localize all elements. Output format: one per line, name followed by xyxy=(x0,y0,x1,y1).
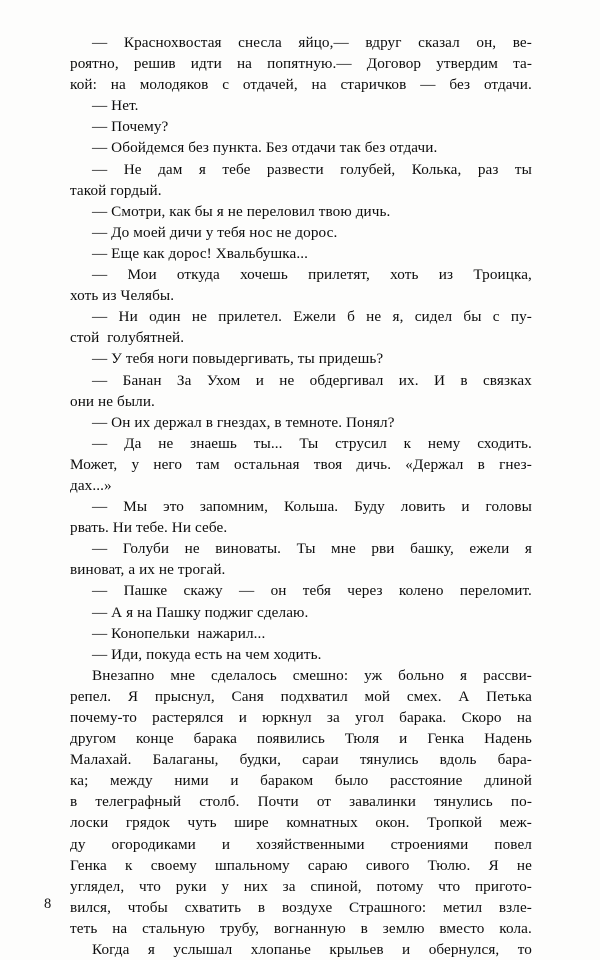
line-word: — xyxy=(92,160,108,178)
line-word: в xyxy=(360,919,368,937)
line-word: я xyxy=(524,540,532,558)
line-word: твоя xyxy=(313,455,343,473)
line-word: рассви- xyxy=(483,666,532,684)
line-word: это xyxy=(163,498,184,516)
line-word: на xyxy=(311,76,327,94)
line-word: и xyxy=(221,835,231,853)
line-word: Тюлю. xyxy=(427,856,471,874)
line-word: и xyxy=(230,772,239,790)
text-line xyxy=(70,264,532,285)
line-word: один xyxy=(149,308,181,326)
text-line xyxy=(70,791,532,812)
text-line: — Конопельки нажарил... xyxy=(92,624,266,642)
line-word: прыснул, xyxy=(154,687,215,705)
line-word: чтобы xyxy=(127,898,168,916)
line-word: Буду xyxy=(354,498,385,516)
line-word: — xyxy=(92,434,108,452)
line-word: Кольша. xyxy=(283,498,339,516)
line-word: Я xyxy=(127,687,139,705)
line-word: Тюля xyxy=(344,730,380,748)
line-word: мой xyxy=(364,687,391,705)
line-word: башку, xyxy=(410,540,454,558)
text-line xyxy=(70,370,532,391)
line-word: что xyxy=(139,877,161,895)
line-word: рви xyxy=(371,540,395,558)
text-line: дах...» xyxy=(70,476,112,494)
line-word: сделалось xyxy=(211,666,277,684)
line-word: потому xyxy=(376,877,424,895)
line-word: Троицка, xyxy=(473,266,532,284)
text-line xyxy=(70,74,532,95)
line-word: — xyxy=(92,308,108,326)
line-word: А xyxy=(458,687,470,705)
line-word: тебя xyxy=(302,582,331,600)
line-word: за xyxy=(326,709,340,726)
line-word: хоть xyxy=(390,266,419,284)
line-word: ка; xyxy=(70,772,89,790)
line-word: Внезапно xyxy=(92,666,155,684)
line-word: Пашке xyxy=(123,582,168,600)
line-word: к xyxy=(403,434,412,452)
line-word: через xyxy=(347,582,383,600)
line-word: виноваты. xyxy=(215,540,282,558)
line-word: Скоро xyxy=(461,709,502,726)
line-word: них xyxy=(243,877,268,895)
line-word: пу- xyxy=(510,308,532,326)
text-line xyxy=(70,728,532,749)
line-word: шире xyxy=(234,814,269,832)
line-word: молодяков xyxy=(139,76,209,94)
line-word: — xyxy=(92,582,108,600)
line-word: кой: xyxy=(70,76,97,94)
line-word: ты xyxy=(514,160,532,178)
text-line: — Почему? xyxy=(92,118,169,136)
line-word: вился, xyxy=(70,898,112,916)
line-word: Да xyxy=(124,434,142,452)
line-word: вдоль xyxy=(439,751,477,769)
line-word: лоски xyxy=(70,814,109,832)
line-word: «Держал xyxy=(405,455,464,473)
line-word: телеграфный xyxy=(95,793,182,811)
line-word: стальную xyxy=(142,919,205,937)
line-word: грядок xyxy=(125,814,170,832)
line-word: ежели xyxy=(469,540,510,558)
line-word: почему-то xyxy=(70,709,137,726)
line-word: комнатных xyxy=(286,814,358,832)
line-word: Надень xyxy=(484,730,532,748)
line-word: с xyxy=(222,76,230,94)
line-word: смех. xyxy=(406,687,442,705)
line-word: Мои xyxy=(127,266,157,284)
line-word: б xyxy=(347,308,355,326)
text-line: — До моей дичи у тебя нос не дорос. xyxy=(92,223,338,241)
line-word: обернулся, xyxy=(428,941,500,959)
line-word: шпальному xyxy=(214,856,290,874)
text-line: — Смотри, как бы я не переловил твою дичь. xyxy=(92,202,391,220)
line-word: Балаганы, xyxy=(152,751,219,769)
text-line xyxy=(70,707,532,728)
line-word: За xyxy=(176,371,192,389)
line-word: ними xyxy=(174,772,209,790)
line-word: утвердим xyxy=(436,55,498,73)
line-word: раз xyxy=(477,160,499,178)
line-word: решив xyxy=(133,55,176,73)
line-word: идти xyxy=(190,55,222,73)
line-word: вдруг xyxy=(365,34,402,51)
text-line: — Он их держал в гнездах, в темноте. Понял? xyxy=(92,413,395,431)
line-word: угол xyxy=(355,709,384,726)
line-word: столб. xyxy=(199,793,240,811)
line-word: барака xyxy=(193,730,237,748)
text-line: — Обойдемся без пункта. Без отдачи так без отдачи. xyxy=(92,139,438,157)
text-line xyxy=(70,749,532,770)
line-word: Тропкой xyxy=(427,814,483,832)
line-word: к xyxy=(125,856,133,874)
line-word: растерялся xyxy=(152,709,224,726)
line-word: кола. xyxy=(499,919,532,937)
line-word: Генка xyxy=(70,856,107,874)
text-line xyxy=(70,876,532,897)
line-word: от xyxy=(316,793,332,811)
line-word: в xyxy=(257,898,266,916)
line-word: не xyxy=(516,856,532,874)
text-line xyxy=(70,433,532,454)
line-word: ве- xyxy=(512,34,532,51)
line-word: И xyxy=(433,371,446,389)
line-word: головы xyxy=(485,498,532,516)
line-word: я xyxy=(198,160,206,178)
line-word: Банан xyxy=(122,371,162,389)
line-word: развести xyxy=(266,160,324,178)
line-word: — xyxy=(92,34,108,51)
text-line: виноват, а их не трогай. xyxy=(70,561,226,579)
line-word: колено xyxy=(398,582,444,600)
line-word: будки, xyxy=(239,751,282,769)
line-word: хлопанье xyxy=(250,941,311,959)
line-word: сказал xyxy=(418,34,460,51)
line-word: спиной, xyxy=(310,877,362,895)
line-word: и xyxy=(461,498,470,516)
text-line xyxy=(70,53,532,74)
line-word: мне xyxy=(331,540,356,558)
text-line xyxy=(70,306,532,327)
text-line xyxy=(70,686,532,707)
line-word: него xyxy=(153,455,183,473)
page-number: 8 xyxy=(44,896,52,912)
line-word: землю xyxy=(382,919,425,937)
line-word: тянулись xyxy=(434,793,493,811)
text-line xyxy=(70,812,532,833)
line-word: я xyxy=(147,941,155,959)
text-line: — А я на Пашку поджиг сделаю. xyxy=(92,603,309,621)
line-word: огородиками xyxy=(111,835,196,853)
line-word: у xyxy=(131,455,140,473)
line-word: уж xyxy=(364,666,383,684)
line-word: откуда xyxy=(176,266,220,284)
line-word: не xyxy=(279,371,295,389)
line-word: Петька xyxy=(486,687,532,705)
line-word: было xyxy=(334,772,369,790)
line-word: строениями xyxy=(390,835,469,853)
line-word: вогнанную xyxy=(273,919,346,937)
text-line: — Нет. xyxy=(92,97,139,115)
line-word: сараи xyxy=(302,751,339,769)
line-word: и xyxy=(402,941,411,959)
line-word: гнез- xyxy=(499,455,532,473)
line-word: юркнул xyxy=(262,709,312,726)
text-line xyxy=(70,939,532,960)
line-word: Ежели xyxy=(293,308,336,326)
line-word: Малахай. xyxy=(70,751,132,769)
line-word: за xyxy=(282,877,296,895)
line-word: тебе xyxy=(222,160,251,178)
line-word: роятно, xyxy=(70,55,119,73)
line-word: барака. xyxy=(399,709,447,726)
line-word: услышал xyxy=(173,941,233,959)
line-word: Ни xyxy=(118,308,138,326)
line-word: струсил xyxy=(335,434,387,452)
line-word: не xyxy=(158,434,174,452)
line-word: остальная xyxy=(233,455,300,473)
line-word: и xyxy=(255,371,264,389)
line-word: метил xyxy=(442,898,483,916)
line-word: Ухом xyxy=(206,371,241,389)
text-line: рвать. Ни тебе. Ни себе. xyxy=(70,519,228,537)
text-line: стой голубятней. xyxy=(70,329,185,347)
line-word: больно xyxy=(398,666,445,684)
line-word: у xyxy=(221,877,230,895)
line-word: Ты xyxy=(296,540,316,558)
line-word: чуть xyxy=(187,814,217,832)
line-word: дичь. xyxy=(356,455,392,473)
line-word: репел. xyxy=(70,687,112,705)
line-word: не xyxy=(191,308,207,326)
line-word: Саня xyxy=(231,687,264,705)
line-word: на xyxy=(516,709,532,726)
text-line: — У тебя ноги повыдергивать, ты придешь? xyxy=(92,350,384,368)
line-word: Мы xyxy=(123,498,148,516)
line-word: Колька, xyxy=(411,160,462,178)
line-word: — xyxy=(92,540,108,558)
line-word: пригото- xyxy=(474,877,532,895)
line-word: — xyxy=(239,582,255,600)
text-line: — Иди, покуда есть на чем ходить. xyxy=(92,645,322,663)
line-word: связках xyxy=(482,371,532,389)
line-word: он, xyxy=(476,34,497,51)
line-word: запомним, xyxy=(199,498,269,516)
line-word: нему xyxy=(427,434,461,452)
line-word: и xyxy=(238,709,247,726)
line-word: там xyxy=(196,455,220,473)
text-line xyxy=(70,159,532,180)
text-line xyxy=(70,580,532,601)
text-line xyxy=(70,32,532,53)
line-word: то xyxy=(517,941,532,959)
line-word: мне xyxy=(170,666,196,684)
line-word: в xyxy=(477,455,485,473)
line-word: не xyxy=(366,308,382,326)
line-word: Страшного: xyxy=(349,898,427,916)
line-word: взле- xyxy=(498,898,532,916)
line-word: Договор xyxy=(366,55,422,73)
line-word: своему xyxy=(150,856,197,874)
text-line xyxy=(70,454,532,475)
line-word: Почти xyxy=(257,793,299,811)
line-word: Краснохвостая xyxy=(123,34,222,51)
line-word: та- xyxy=(513,55,532,73)
line-word: бараком xyxy=(260,772,314,790)
line-word: схватить xyxy=(184,898,242,916)
line-word: крыльев xyxy=(329,941,384,959)
line-word: Голуби xyxy=(122,540,170,558)
line-word: ду xyxy=(70,835,86,853)
line-word: вместо xyxy=(439,919,485,937)
line-word: не xyxy=(184,540,200,558)
line-word: обдергивал xyxy=(309,371,384,389)
line-word: дам xyxy=(158,160,183,178)
text-line xyxy=(70,897,532,918)
line-word: завалинки xyxy=(349,793,416,811)
line-word: появились xyxy=(256,730,325,748)
line-word: хозяйственными xyxy=(256,835,365,853)
line-word: длиной xyxy=(484,772,532,790)
text-line: хоть из Челябы. xyxy=(70,287,175,305)
line-word: повел xyxy=(494,835,532,853)
line-word: яйцо,— xyxy=(298,34,349,51)
line-word: на xyxy=(110,76,126,94)
line-word: теть xyxy=(70,919,98,937)
line-word: Ты xyxy=(299,434,319,452)
line-word: с xyxy=(492,308,500,326)
line-word: руки xyxy=(175,877,207,895)
text-line: — Еще как дорос! Хвальбушка... xyxy=(92,244,309,262)
line-word: бы xyxy=(463,308,482,326)
line-word: смешно: xyxy=(292,666,349,684)
line-word: другом xyxy=(70,730,117,748)
line-word: расстояние xyxy=(389,772,463,790)
line-word: голубей, xyxy=(340,160,396,178)
line-word: тянулись xyxy=(359,751,419,769)
line-word: хочешь xyxy=(240,266,288,284)
line-word: сидел xyxy=(414,308,453,326)
text-line xyxy=(70,496,532,517)
line-word: ты... xyxy=(253,434,283,452)
text-line xyxy=(70,538,532,559)
line-word: в xyxy=(460,371,468,389)
line-word: сивого xyxy=(365,856,410,874)
line-word: — xyxy=(92,498,108,516)
line-word: — xyxy=(92,371,108,389)
line-word: конце xyxy=(136,730,174,748)
line-word: углядел, xyxy=(70,877,125,895)
line-word: окон. xyxy=(375,814,410,832)
line-word: прилетел. xyxy=(218,308,283,326)
line-word: меж- xyxy=(499,814,532,832)
line-word: я xyxy=(460,666,468,684)
line-word: на xyxy=(112,919,128,937)
page-body-text xyxy=(70,32,532,960)
line-word: я, xyxy=(392,308,404,326)
line-word: без xyxy=(449,76,471,94)
line-word: Генка xyxy=(427,730,465,748)
line-word: на xyxy=(236,55,253,73)
line-word: сходить. xyxy=(477,434,532,452)
text-line xyxy=(70,770,532,791)
line-word: он xyxy=(270,582,287,600)
line-word: трубу, xyxy=(219,919,260,937)
text-line xyxy=(70,665,532,686)
text-line xyxy=(70,918,532,939)
line-word: что xyxy=(438,877,461,895)
line-word: по- xyxy=(510,793,532,811)
line-word: — xyxy=(92,266,108,284)
line-word: и xyxy=(399,730,408,748)
line-word: между xyxy=(110,772,153,790)
line-word: их. xyxy=(398,371,419,389)
line-word: — xyxy=(420,76,436,94)
line-word: Я xyxy=(488,856,499,874)
line-word: отдачи. xyxy=(483,76,532,94)
line-word: отдачей, xyxy=(242,76,298,94)
line-word: подхватил xyxy=(280,687,348,705)
text-line: они не были. xyxy=(70,392,155,410)
line-word: в xyxy=(70,793,78,811)
line-word: прилетят, xyxy=(308,266,370,284)
line-word: переломит. xyxy=(459,582,532,600)
line-word: бара- xyxy=(497,751,532,769)
line-word: Когда xyxy=(92,941,130,959)
text-line xyxy=(70,834,532,855)
line-word: сараю xyxy=(307,856,348,874)
line-word: снесла xyxy=(238,34,282,51)
line-word: Может, xyxy=(70,455,118,473)
line-word: Не xyxy=(123,160,142,178)
line-word: знаешь xyxy=(190,434,237,452)
line-word: старичков xyxy=(340,76,407,94)
line-word: попятную.— xyxy=(267,55,352,73)
line-word: воздухе xyxy=(281,898,333,916)
line-word: скажу xyxy=(183,582,223,600)
line-word: ловить xyxy=(400,498,446,516)
text-line xyxy=(70,855,532,876)
text-line: такой гордый. xyxy=(70,181,162,199)
line-word: из xyxy=(438,266,454,284)
